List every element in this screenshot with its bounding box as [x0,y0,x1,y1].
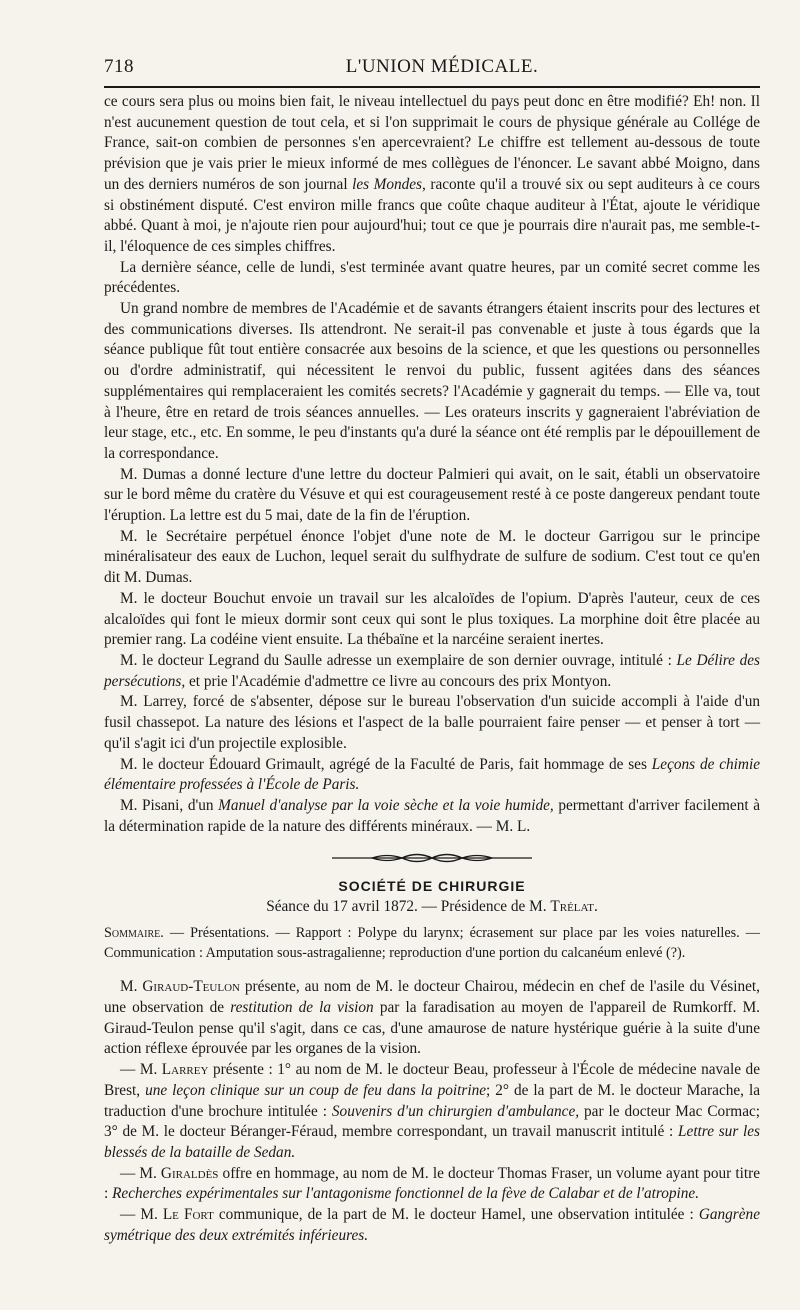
header-rule [104,86,760,88]
paragraph-giraldes: — M. Giraldès offre en hommage, au nom de M. le docteur Thomas Fraser, un volume ayant pour titre : Recherches expérimentales sur l'antagonisme fonctionnel de la fève de Calabar et de l'atropine. [104,1164,760,1203]
paragraph-grimault: M. le docteur Édouard Grimault, agrégé de la Faculté de Paris, fait hommage de ses Leçons de chimie élémentaire professées à l'École de Paris. [104,755,760,794]
ornament-icon [332,851,532,865]
sommaire: Sommaire. — Présentations. — Rapport : Polype du larynx; écrasement sur place par les voies naturelles. — Communication : Amputation sous-astragalienne; reproduction d'une portion du calcanéum enlevé (?). [104,925,760,961]
paragraph-legrand: M. le docteur Legrand du Saulle adresse un exemplaire de son dernier ouvrage, intitulé : Le Délire des persécutions, et prie l'Académie d'admettre ce livre au concours des prix Montyon. [104,651,760,690]
paragraph-giraud-teulon: M. Giraud-Teulon présente, au nom de M. le docteur Chairou, médecin en chef de l'asile du Vésinet, une observation de restitution de la vision par la faradisation au moyen de l'appareil de Rumkorff. M. Giraud-Teulon pense qu'il s'agit, dans ce cas, d'une amaurose de nature hystérique guérie à la suite d'une action réflexe éprouvée par les organes de la vision. [104,978,760,1058]
paragraph-seance-lundi: La dernière séance, celle de lundi, s'est terminée avant quatre heures, par un comité secret comme les précédentes. [104,258,760,297]
paragraph-secretaire: M. le Secrétaire perpétuel énonce l'objet d'une note de M. le docteur Garrigou sur le principe minéralisateur des eaux de Luchon, lequel serait du sulfhydrate de sulfure de sodium. C'est tout ce qu'en dit M. Dumas. [104,527,760,587]
page-number: 718 [104,56,134,77]
sommaire-label: Sommaire. [104,925,164,942]
paragraph-bouchut: M. le docteur Bouchut envoie un travail sur les alcaloïdes de l'opium. D'après l'auteur, ceux de ces alcaloïdes qui font le mieux dormir sont ceux qui sont le plus toxiques. La morphine doit être placée au premier rang. La codéine vient ensuite. La thébaïne et la narcéine seraient inertes. [104,589,760,649]
paragraph-cours: ce cours sera plus ou moins bien fait, le niveau intellectuel du pays peut donc en être modifié? Eh! non. Il n'est aucunement question de tout cela, et si l'on supprimait le cours de physique générale au Collége de France, sait-on combien de personnes s'en apercevraient? Le chiffre est tellement au-dessous de toute prévision que je vais prier le mieux informé de mes collègues de l'énoncer. Le savant abbé Moigno, dans un des derniers numéros de son journal les Mondes, raconte qu'il a trouvé six ou sept auditeurs à ce cours si obstinément disputé. C'est environ mille francs que coûte chaque auditeur à l'État, ajoute le véridique abbé. Quant à moi, je n'ajoute rien pour aujourd'hui; tout ce que je pourrais dire n'aurait pas, me semble-t-il, l'éloquence de ces simples chiffres. [104,93,761,255]
section-title: SOCIÉTÉ DE CHIRURGIE [338,878,526,895]
section-subtitle: Séance du 17 avril 1872. — Présidence de M. Trélat. [266,898,598,916]
ornamental-divider [104,851,760,870]
paragraph-le-fort: — M. Le Fort communique, de la part de M. le docteur Hamel, une observation intitulée : Gangrène symétrique des deux extrémités inférieures. [104,1206,760,1244]
running-header [104,56,760,78]
journal-title: L'UNION MÉDICALE. [345,56,539,77]
paragraph-membres: Un grand nombre de membres de l'Académie et de savants étrangers étaient inscrits pour des lectures et des communications diverses. Ils attendront. Ne serait-il pas convenable et juste à tous égards que la séance publique fût tout entière consacrée aux besoins de la science, et que les questions ou personnelles ou d'ordre administratif, qui nécessitent le renvoi du public, fussent agitées dans des séances supplémentaires qui remplaceraient les comités secrets? l'Académie y gagnerait du temps. — Elle va, tout à l'heure, être en retard de trois séances annuelles. — Les orateurs inscrits y gagneraient l'abréviation de leur stage, etc., etc. En somme, le peu d'instants qu'a duré la séance ont été remplis par le dépouillement de la correspondance. [104,300,760,462]
paragraph-pisani: M. Pisani, d'un Manuel d'analyse par la voie sèche et la voie humide, permettant d'arriver facilement à la détermination rapide de la nature des différents minéraux. — M. L. [104,796,760,835]
paragraph-dumas: M. Dumas a donné lecture d'une lettre du docteur Palmieri qui avait, on le sait, établi un observatoire sur le bord même du cratère du Vésuve et qui est courageusement resté à ce poste dangereux pendant toute l'éruption. La lettre est du 5 mai, date de la fin de l'éruption. [104,465,760,525]
paragraph-larrey-presente: — M. Larrey présente : 1° au nom de M. le docteur Beau, professeur à l'École de médecine navale de Brest, une leçon clinique sur un coup de feu dans la poitrine; 2° de la part de M. le docteur Marache, la traduction d'une brochure intitulée : Souvenirs d'un chirurgien d'ambulance, par le docteur Mac Cormac; 3° de M. le docteur Béranger-Féraud, membre correspondant, un travail manuscrit intitulé : Lettre sur les blessés de la bataille de Sedan. [104,1061,761,1161]
paragraph-larrey: M. Larrey, forcé de s'absenter, dépose sur le bureau l'observation d'un suicide accompli à l'aide d'un fusil chassepot. La nature des lésions et l'aspect de la balle pourraient faire penser — et penser à tort — qu'il s'agit ici d'un projectile explosible. [104,693,760,752]
